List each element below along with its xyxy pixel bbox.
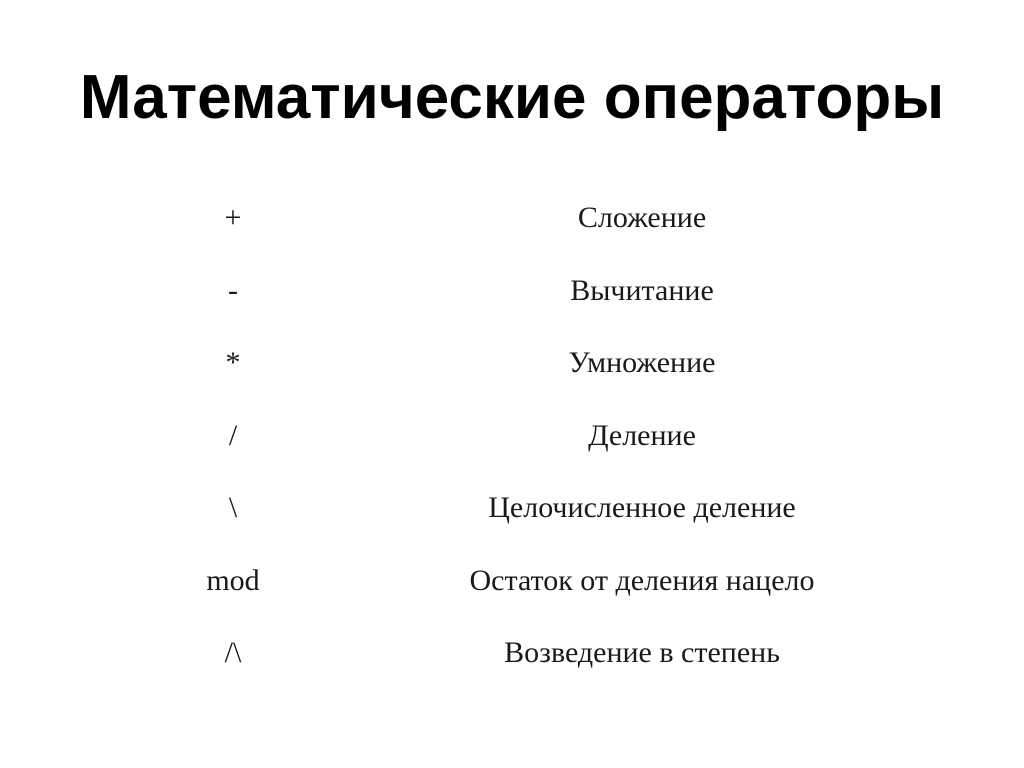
operator-description: Вычитание <box>570 273 714 307</box>
operator-symbol: /\ <box>224 636 242 669</box>
operator-description: Возведение в степень <box>504 636 780 669</box>
operator-description: Умножение <box>568 346 716 379</box>
operator-description: Деление <box>588 418 696 452</box>
operators-table <box>0 182 1024 690</box>
operator-description: Остаток от деления нацело <box>469 563 815 597</box>
operator-row-multiplication <box>0 327 1024 400</box>
operator-symbol: / <box>228 418 238 452</box>
operator-symbol: mod <box>206 563 260 597</box>
operator-row-modulo <box>0 545 1024 618</box>
operator-row-exponent <box>0 617 1024 690</box>
operator-symbol: + <box>224 201 242 234</box>
operator-row-addition <box>0 182 1024 255</box>
operator-row-integer-division <box>0 472 1024 545</box>
operator-symbol: - <box>228 273 238 307</box>
slide-title: Математические операторы <box>79 63 945 132</box>
operator-description: Целочисленное деление <box>488 491 796 524</box>
operator-row-subtraction <box>0 255 1024 328</box>
operator-row-division <box>0 400 1024 473</box>
operator-symbol: \ <box>228 491 238 524</box>
operator-description: Сложение <box>577 201 707 234</box>
operator-symbol: * <box>225 346 241 379</box>
